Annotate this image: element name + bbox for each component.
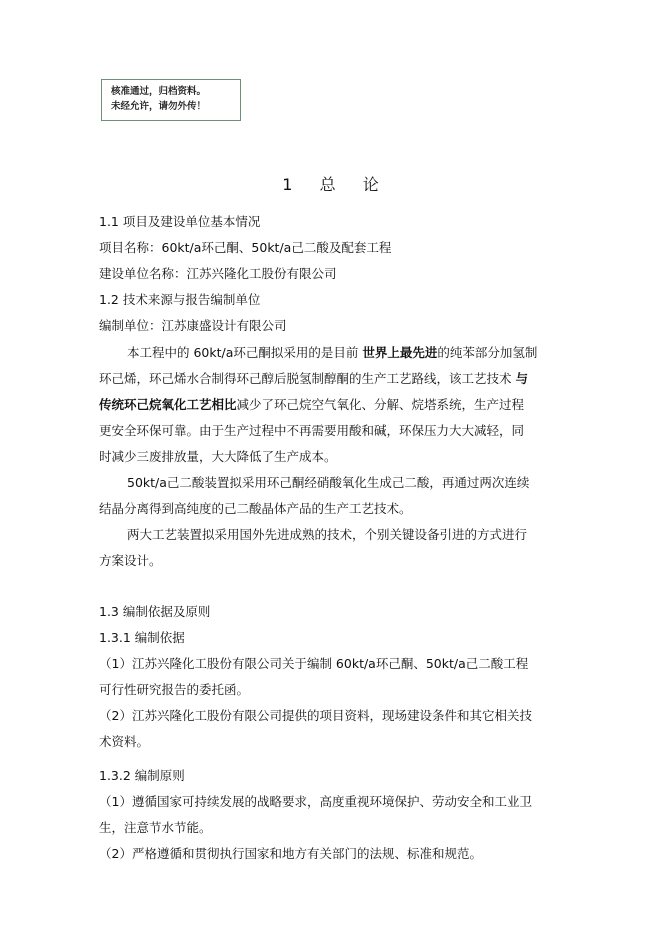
principle-item-2-line-1: （2）严格遵循和贯彻执行国家和地方有关部门的法规、标准和规范。 xyxy=(99,846,482,861)
paragraph-1-line-4: 更安全环保可靠。由于生产过程中不再需要用酸和碱，环保压力大大减轻，同 xyxy=(99,423,525,438)
basis-item-1-line-2: 可行性研究报告的委托函。 xyxy=(99,682,250,697)
principle-item-1-line-1: （1）遵循国家可持续发展的战略要求，高度重视环境保护、劳动安全和工业卫 xyxy=(99,794,532,809)
section-1-3-1-heading: 1.3.1 编制依据 xyxy=(99,630,185,645)
project-name: 项目名称：60kt/a环己酮、50kt/a己二酸及配套工程 xyxy=(99,240,392,255)
paragraph-1-line-5: 时减少三废排放量，大大降低了生产成本。 xyxy=(99,449,337,464)
paragraph-2-line-2: 结晶分离得到高纯度的己二酸晶体产品的生产工艺技术。 xyxy=(99,501,412,516)
section-1-3-heading: 1.3 编制依据及原则 xyxy=(99,604,211,619)
principle-item-1-line-2: 生，注意节水节能。 xyxy=(99,820,212,835)
paragraph-1-line-2: 环己烯，环己烯水合制得环己醇后脱氢制醇酮的生产工艺路线，该工艺技术 与 xyxy=(99,371,529,386)
builder-name: 建设单位名称：江苏兴隆化工股份有限公司 xyxy=(99,266,337,281)
paragraph-2-line-1: 50kt/a己二酸装置拟采用环己酮经硝酸氧化生成己二酸，再通过两次连续 xyxy=(127,475,530,490)
basis-item-2-line-2: 术资料。 xyxy=(99,734,150,749)
section-1-1-heading: 1.1 项目及建设单位基本情况 xyxy=(99,214,261,229)
paragraph-3-line-1: 两大工艺装置拟采用国外先进成熟的技术，个别关键设备引进的方式进行 xyxy=(127,527,528,542)
chapter-word-1: 总 xyxy=(319,175,337,194)
archive-stamp xyxy=(101,79,241,121)
section-1-2-heading: 1.2 技术来源与报告编制单位 xyxy=(99,292,261,307)
compiler-name: 编制单位：江苏康盛设计有限公司 xyxy=(99,318,287,333)
chapter-word-2: 论 xyxy=(362,175,380,194)
stamp-line-1: 核准通过，归档资料。 xyxy=(111,86,207,97)
paragraph-1-line-3: 传统环己烷氧化工艺相比减少了环己烷空气氧化、分解、烷塔系统，生产过程 xyxy=(99,397,525,412)
paragraph-1-line-1: 本工程中的 60kt/a环己酮拟采用的是目前 世界上最先进的纯苯部分加氢制 xyxy=(127,345,538,360)
paragraph-3-line-2: 方案设计。 xyxy=(99,553,162,568)
basis-item-1-line-1: （1）江苏兴隆化工股份有限公司关于编制 60kt/a环己酮、50kt/a己二酸工程 xyxy=(99,656,529,671)
stamp-line-2: 未经允许，请勿外传！ xyxy=(111,101,207,112)
chapter-number: 1 xyxy=(282,175,294,194)
section-1-3-2-heading: 1.3.2 编制原则 xyxy=(99,768,185,783)
chapter-title xyxy=(0,172,662,195)
basis-item-2-line-1: （2）江苏兴隆化工股份有限公司提供的项目资料，现场建设条件和其它相关技 xyxy=(99,708,532,723)
